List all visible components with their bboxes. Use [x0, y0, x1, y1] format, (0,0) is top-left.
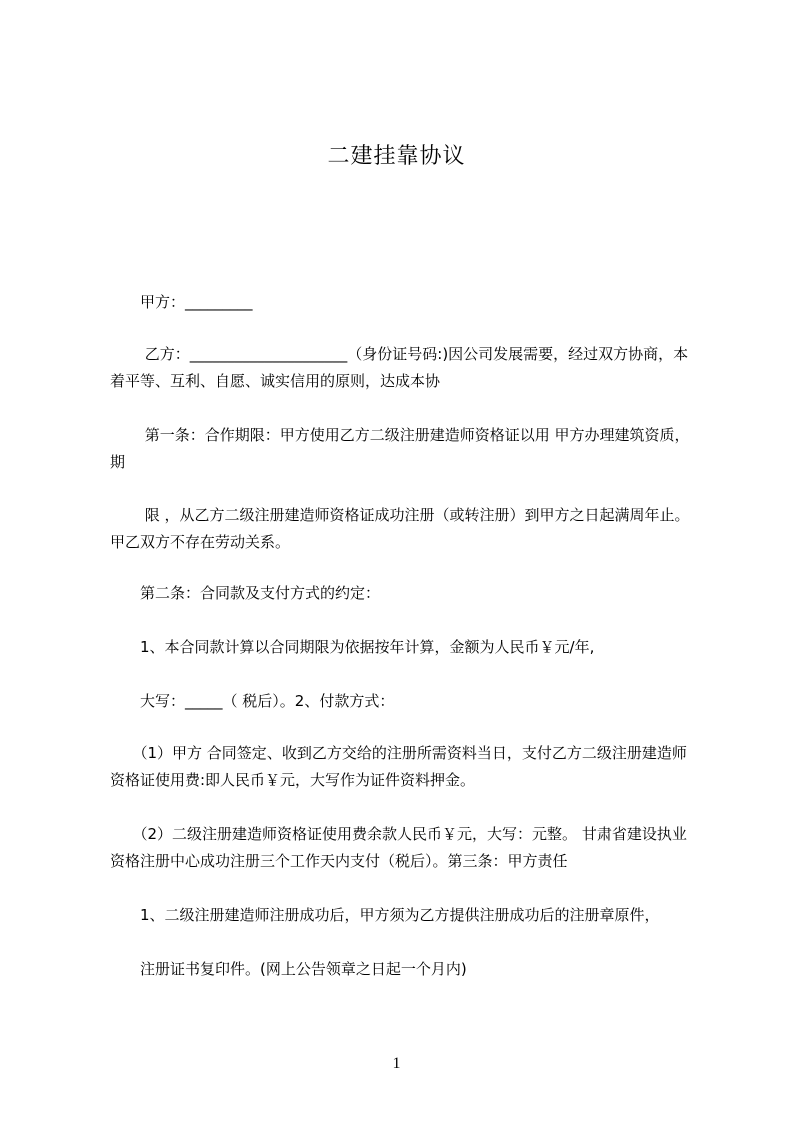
paragraph-article-1: 第一条：合作期限：甲方使用乙方二级注册建造师资格证以用 甲方办理建筑资质，期 [110, 426, 690, 471]
paragraph-clause-1: 1、本合同款计算以合同期限为依据按年计算，金额为人民币￥元/年, [110, 638, 595, 656]
paragraph-party-b: 乙方：_____________________（身份证号码:)因公司发展需要，经过双方协商，本着平等、互利、自愿、诚实信用的原则，达成本协 [110, 345, 689, 390]
paragraph-duty-1: 1、二级注册建造师注册成功后，甲方须为乙方提供注册成功后的注册章原件， [110, 906, 660, 924]
paragraph-article-2: 第二条：合同款及支付方式的约定： [110, 584, 381, 602]
paragraph-article-1-term: 限 ，从乙方二级注册建造师资格证成功注册（或转注册）到甲方之日起满周年止。甲乙双方不存在劳动关系。 [110, 506, 690, 551]
paragraph-capital-amount: 大写：_____（ 税后）。2、付款方式： [110, 692, 395, 710]
paragraph-payment-1: （1）甲方 合同签定、收到乙方交给的注册所需资料当日，支付乙方二级注册建造师资格证使用费:即人民币￥元，大写作为证件资料押金。 [110, 744, 687, 789]
paragraph-payment-2: （2）二级注册建造师资格证使用费余款人民币￥元，大写：元整。 甘肃省建设执业资格注册中心成功注册三个工作天内支付（税后）。第三条：甲方责任 [110, 825, 687, 870]
paragraph-party-a: 甲方：_________ [110, 293, 253, 311]
document-title: 二建挂靠协议 [327, 144, 466, 169]
page-number: 1 [392, 1055, 401, 1072]
paragraph-duty-1-cont: 注册证书复印件。(网上公告领章之日起一个月内) [110, 960, 467, 978]
